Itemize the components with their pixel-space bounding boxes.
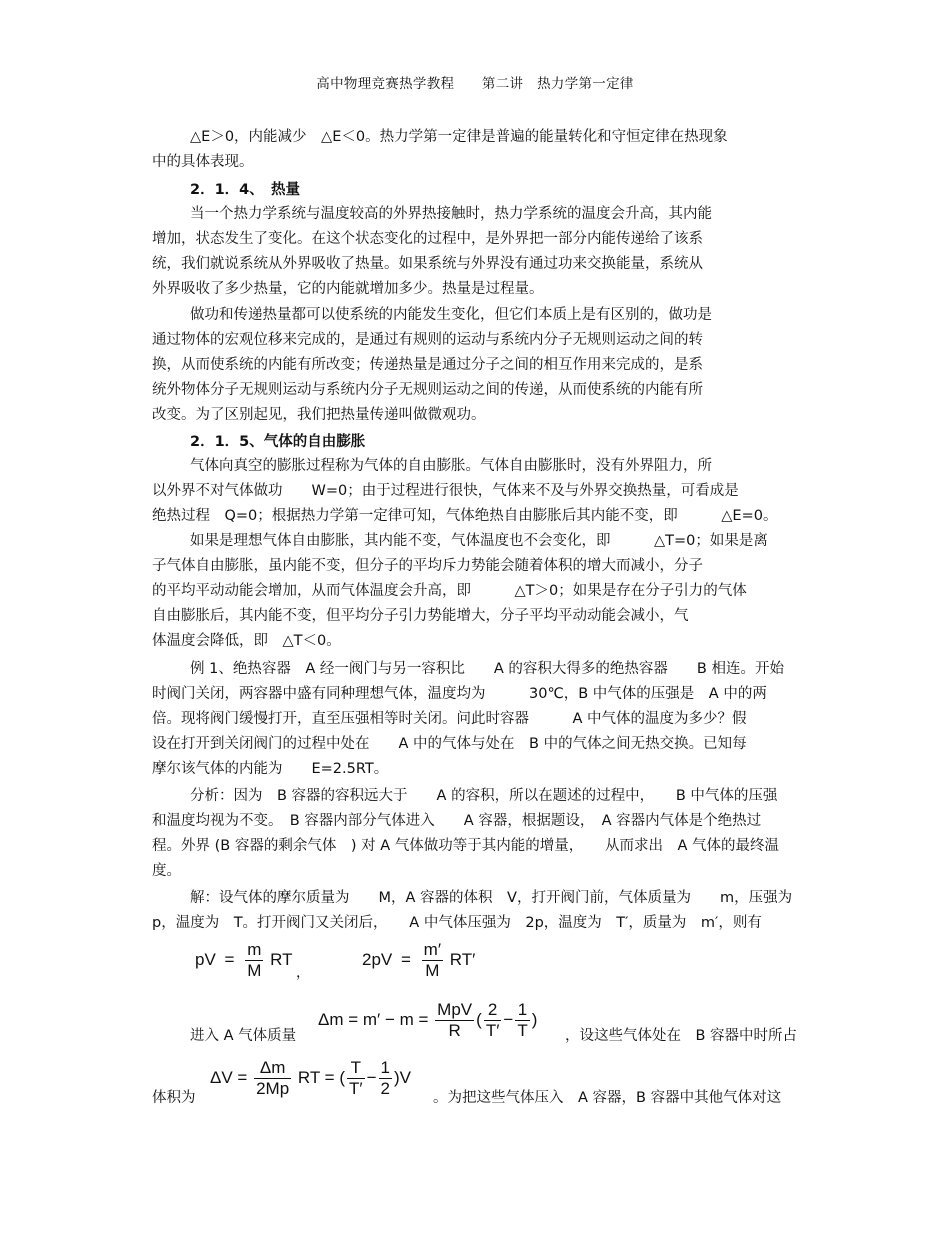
text-line: 体温度会降低，即 △T＜0。 [152, 633, 341, 649]
text-line: p，温度为 T。打开阀门又关闭后， A 中气体压强为 2p，温度为 T′，质量为 m′，则有 [152, 915, 762, 931]
eq1-denominator: M [247, 961, 262, 980]
dm-f2-numerator: 1 [515, 1000, 529, 1021]
dm-expression: Δm = m′ − m = [318, 1009, 429, 1029]
text-line: △E＞0，内能减少 △E＜0。热力学第一定律是普遍的能量转化和守恒定律在热现象 [190, 129, 728, 145]
text-line: 例 1、绝热容器 A 经一阀门与另一容积比 A 的容积大得多的绝热容器 B 相连。开始 [190, 661, 784, 677]
text-line: 统，我们就说系统从外界吸收了热量。如果系统与外界没有通过功来交换能量，系统从 [152, 256, 703, 272]
text-line: 绝热过程 Q=0；根据热力学第一定律可知，气体绝热自由膨胀后其内能不变，即 △E=0。 [152, 508, 778, 524]
text-line: 做功和传递热量都可以使系统的内能发生变化，但它们本质上是有区别的，做功是 [190, 307, 712, 323]
text-line: 自由膨胀后，其内能不变，但平均分子引力势能增大，分子平均平动动能会减小，气 [152, 608, 689, 624]
dv-minus: − [366, 1067, 377, 1087]
section-heading: 2．1．4、 热量 [190, 182, 301, 198]
dm-fraction-main [435, 1000, 474, 1041]
dm-f1-denominator: T′ [485, 1021, 500, 1040]
eq2-rhs: RT′ [449, 949, 476, 969]
text-line: 设在打开到关闭阀门的过程中处在 A 中的气体与处在 B 中的气体之间无热交换。已知每 [152, 736, 747, 752]
dv-close: )V [393, 1067, 411, 1087]
dv-denominator: 2Mp [256, 1079, 290, 1098]
eq2-equals: = [400, 949, 411, 969]
text-line: 中的具体表现。 [152, 154, 254, 170]
dm-paren-close: ) [531, 1009, 538, 1029]
text-line: 程。外界 (B 容器的剩余气体 ) 对 A 气体做功等于其内能的增量， 从而求出 A 气体的最终温 [152, 838, 780, 854]
dm-after-text: ，设这些气体处在 B 容器中时所占 [565, 1028, 798, 1044]
dv-fraction-main [254, 1058, 291, 1099]
dv-rhs: RT = ( [297, 1067, 345, 1087]
dm-fraction-2 [515, 1000, 529, 1041]
dm-fraction-1 [484, 1000, 502, 1041]
text-line: 时阀门关闭，两容器中盛有同种理想气体，温度均为 30℃，B 中气体的压强是 A 中的两 [152, 686, 767, 702]
dv-f1-numerator: T [347, 1058, 365, 1079]
eq1-lhs: pV [195, 949, 216, 969]
dv-f2-numerator: 1 [380, 1058, 390, 1077]
eq1-numerator: m [247, 940, 262, 959]
dv-fraction-2 [379, 1058, 392, 1099]
dm-label: 进入 A 气体质量 [190, 1028, 297, 1044]
text-line: 解：设气体的摩尔质量为 M，A 容器的体积 V，打开阀门前，气体质量为 m，压强为 [190, 890, 793, 906]
page-header: 高中物理竞赛热学教程 第二讲 热力学第一定律 [316, 76, 634, 92]
equation-volume-delta [210, 1058, 411, 1099]
dv-f1-denominator: T′ [349, 1079, 363, 1098]
dm-denominator: R [448, 1021, 461, 1040]
dv-expression: ΔV = [210, 1067, 248, 1087]
eq2-lhs: 2pV [362, 949, 393, 969]
text-line: 和温度均视为不变。 B 容器内部分气体进入 A 容器，根据题设， A 容器内气体是个绝热过 [152, 813, 762, 829]
text-line: 的平均平动动能会增加，从而气体温度会升高，即 △T＞0；如果是存在分子引力的气体 [152, 583, 747, 599]
equation-ideal-gas-before [195, 940, 292, 981]
text-line: 外界吸收了多少热量，它的内能就增加多少。热量是过程量。 [152, 281, 544, 297]
text-line: 增加，状态发生了变化。在这个状态变化的过程中，是外界把一部分内能传递给了该系 [152, 231, 703, 247]
eq1-fraction [245, 940, 263, 981]
text-line: 换，从而使系统的内能有所改变；传递热量是通过分子之间的相互作用来完成的，是系 [152, 357, 703, 373]
text-line: 摩尔该气体的内能为 E=2.5RT。 [152, 761, 389, 777]
text-line: 改变。为了区别起见，我们把热量传递叫做微观功。 [152, 407, 486, 423]
dm-paren-open: ( [476, 1009, 482, 1029]
text-line: 分析：因为 B 容器的容积远大于 A 的容积，所以在题述的过程中， B 中气体的压强 [190, 788, 778, 804]
dm-f2-denominator: T [517, 1021, 528, 1040]
equation-mass-delta [318, 1000, 537, 1041]
text-line: 如果是理想气体自由膨胀，其内能不变，气体温度也不会变化，即 △T=0；如果是离 [190, 533, 768, 549]
dv-numerator: Δm [254, 1058, 291, 1079]
dv-after-text: 。为把这些气体压入 A 容器，B 容器中其他气体对这 [433, 1090, 782, 1106]
text-line: 统外物体分子无规则运动与系统内分子无规则运动之间的传递，从而使系统的内能有所 [152, 382, 703, 398]
text-line: 气体向真空的膨胀过程称为气体的自由膨胀。气体自由膨胀时，没有外界阻力，所 [190, 458, 712, 474]
dv-label: 体积为 [152, 1090, 196, 1106]
dv-f2-denominator: 2 [380, 1079, 390, 1098]
section-heading: 2．1．5、气体的自由膨胀 [190, 434, 366, 450]
text-line: 倍。现将阀门缓慢打开，直至压强相等时关闭。问此时容器 A 中气体的温度为多少？假 [152, 711, 747, 727]
eq2-denominator: M [425, 961, 440, 980]
dm-minus: − [503, 1009, 514, 1029]
dv-fraction-1 [347, 1058, 365, 1099]
text-line: 子气体自由膨胀，虽内能不变，但分子的平均斥力势能会随着体积的增大而减小，分子 [152, 558, 703, 574]
text-line: 度。 [152, 863, 181, 879]
dm-f1-numerator: 2 [484, 1000, 502, 1021]
text-line: 通过物体的宏观位移来完成的，是通过有规则的运动与系统内分子无规则运动之间的转 [152, 332, 703, 348]
eq2-fraction [422, 940, 443, 981]
text-line: 当一个热力学系统与温度较高的外界热接触时，热力学系统的温度会升高，其内能 [190, 206, 712, 222]
text-line: 以外界不对气体做功 W=0；由于过程进行很快，气体来不及与外界交换热量，可看成是 [152, 483, 739, 499]
equation-ideal-gas-after [362, 940, 475, 981]
eq1-equals: = [224, 949, 235, 969]
eq1-rhs: RT [270, 949, 293, 969]
eq2-numerator: m′ [423, 940, 442, 959]
eq-separator-comma: ， [296, 964, 310, 980]
dm-numerator: MpV [437, 1000, 473, 1019]
